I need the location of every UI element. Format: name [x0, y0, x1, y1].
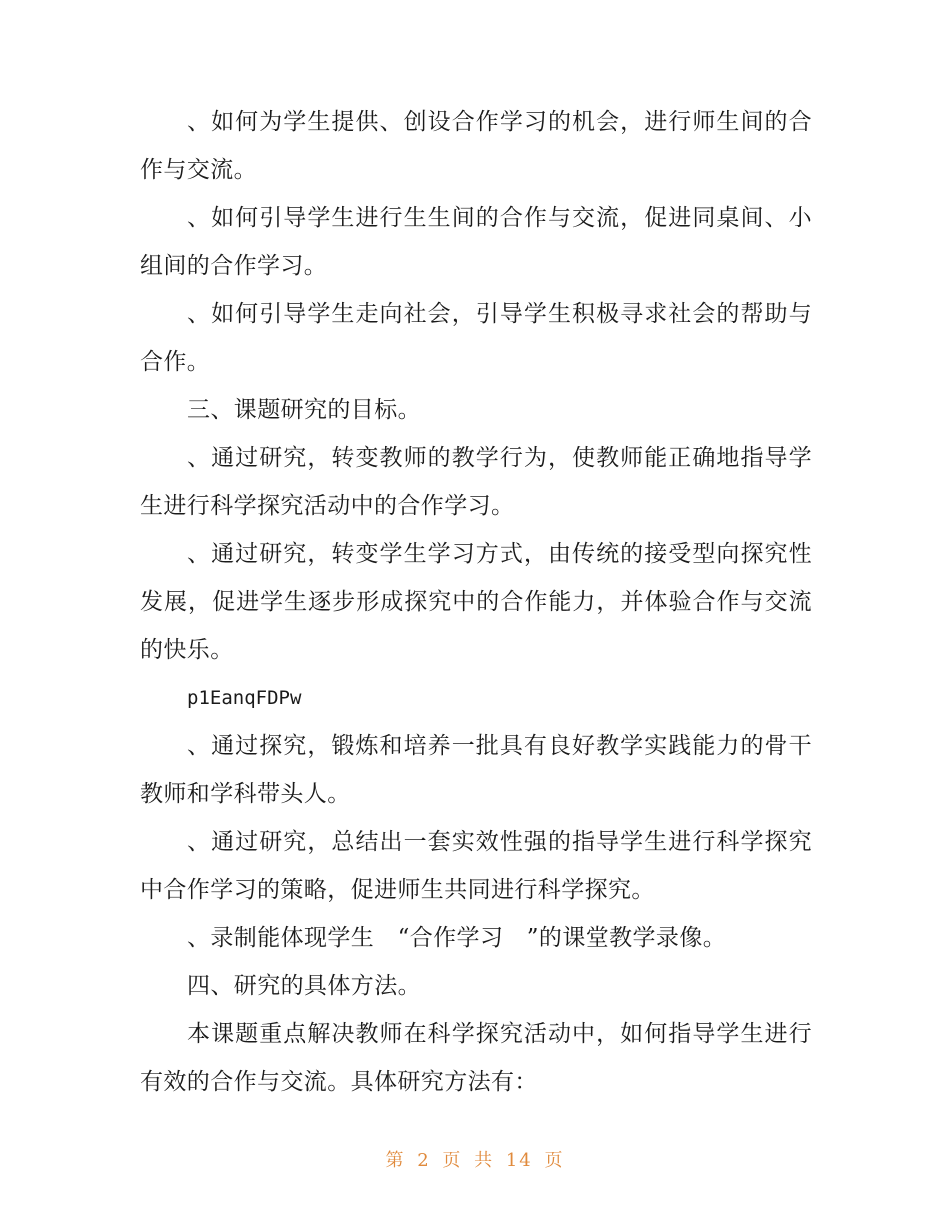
page-body: [140, 98, 812, 1106]
code-string: p1EanqFDPw: [187, 687, 302, 709]
paragraph-5: 、通过研究，转变教师的教学行为，使教师能正确地指导学生进行科学探究活动中的合作学习。: [140, 445, 812, 519]
section-heading-methods: 四、研究的具体方法。: [187, 973, 421, 999]
page-number-footer: 第 2 页 共 14 页: [385, 1150, 565, 1171]
paragraph-6: 、通过研究，转变学生学习方式，由传统的接受型向探究性发展，促进学生逐步形成探究中的合作能力，并体验合作与交流的快乐。: [140, 541, 812, 663]
section-heading-goals: 三、课题研究的目标。: [187, 397, 421, 423]
paragraph-2: 、如何引导学生进行生生间的合作与交流，促进同桌间、小组间的合作学习。: [140, 205, 812, 279]
paragraph-10: 、录制能体现学生 “合作学习 ”的课堂教学录像。: [187, 925, 727, 951]
paragraph-12: 本课题重点解决教师在科学探究活动中，如何指导学生进行有效的合作与交流。具体研究方法有：: [140, 1021, 812, 1095]
paragraph-1: 、如何为学生提供、创设合作学习的机会，进行师生间的合作与交流。: [140, 109, 812, 183]
paragraph-8: 、通过探究，锻炼和培养一批具有良好教学实践能力的骨干教师和学科带头人。: [140, 733, 812, 807]
paragraph-9: 、通过研究，总结出一套实效性强的指导学生进行科学探究中合作学习的策略，促进师生共同进行科学探究。: [140, 829, 812, 903]
paragraph-3: 、如何引导学生走向社会，引导学生积极寻求社会的帮助与合作。: [140, 301, 812, 375]
